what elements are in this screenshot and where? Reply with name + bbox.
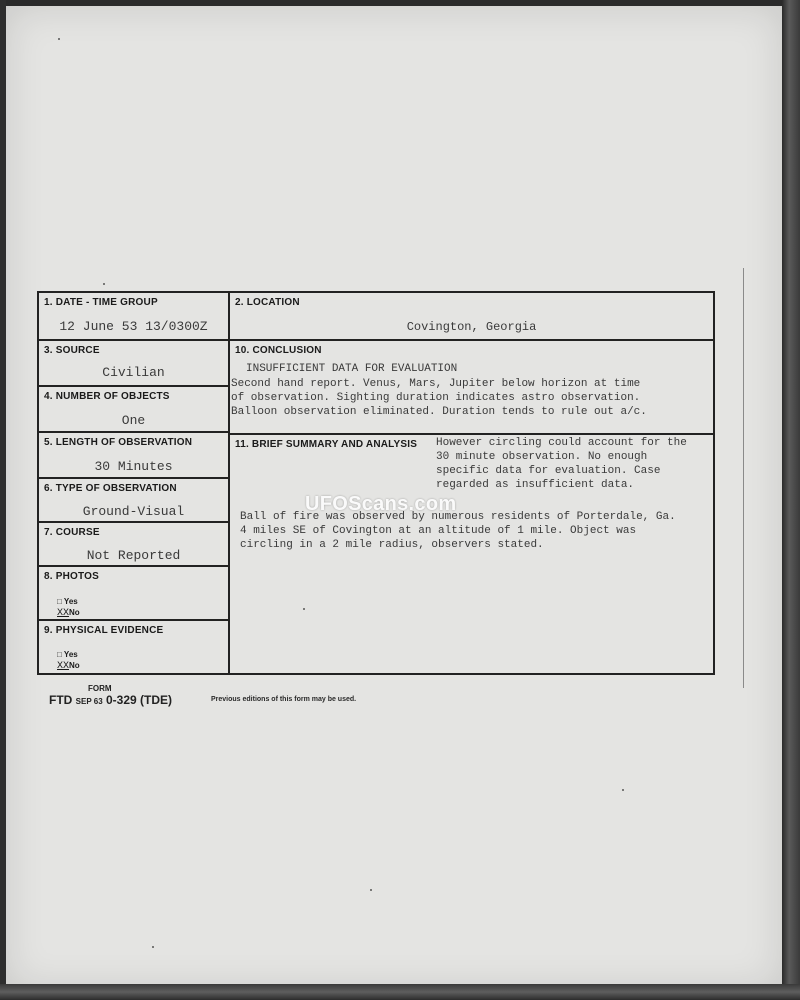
date-time-group-box [39, 293, 228, 341]
length-of-observation-box [39, 433, 228, 479]
source-box [39, 341, 228, 387]
scan-speck [370, 889, 372, 891]
photos-no-option [57, 607, 80, 619]
photos-no-label: No [69, 608, 80, 617]
summary-body-line: circling in a 2 mile radius, observers stated. [240, 539, 544, 551]
number-of-objects-label: 4. NUMBER OF OBJECTS [44, 391, 170, 402]
conclusion-line: of observation. Sighting duration indicates astro observation. [231, 392, 641, 404]
photos-label: 8. PHOTOS [44, 571, 99, 582]
physical-evidence-yes-option [57, 649, 78, 660]
summary-label: 11. BRIEF SUMMARY AND ANALYSIS [235, 439, 418, 450]
conclusion-line: INSUFFICIENT DATA FOR EVALUATION [246, 363, 458, 375]
conclusion-box [230, 341, 713, 435]
footer-ftd: FTD [49, 693, 73, 707]
course-box [39, 523, 228, 567]
physical-evidence-label: 9. PHYSICAL EVIDENCE [44, 625, 164, 636]
analysis-line: 30 minute observation. No enough [436, 451, 648, 463]
conclusion-label: 10. CONCLUSION [235, 345, 322, 356]
project-record-card [37, 291, 715, 675]
page-edge-line [743, 268, 744, 688]
analysis-line: regarded as insufficient data. [436, 479, 635, 491]
physical-evidence-no-option [57, 660, 80, 672]
footer-form-number: 0-329 (TDE) [106, 693, 173, 707]
physical-evidence-no-label: No [69, 661, 80, 670]
location-box [230, 293, 713, 341]
summary-body-line: Ball of fire was observed by numerous residents of Porterdale, Ga. [240, 511, 676, 523]
right-column [230, 293, 713, 673]
scan-border-right [782, 0, 800, 1000]
source-label: 3. SOURCE [44, 345, 100, 356]
footer-form-label: FORM [88, 684, 112, 693]
left-column [39, 293, 230, 673]
watermark: UFOScans.com [305, 493, 457, 515]
number-of-objects-box [39, 387, 228, 433]
length-of-observation-value: 30 Minutes [94, 459, 173, 474]
scan-speck [103, 283, 105, 285]
date-time-group-value: 12 June 53 13/0300Z [59, 319, 208, 334]
checkbox-empty-icon: □ [57, 650, 62, 659]
footer-note: Previous editions of this form may be used. [211, 696, 357, 703]
source-value: Civilian [102, 365, 165, 380]
location-value: Covington, Georgia [406, 320, 537, 334]
analysis-line: However circling could account for the [436, 437, 687, 449]
photos-no-mark: XX [57, 608, 70, 619]
number-of-objects-value: One [121, 413, 146, 428]
analysis-line: specific data for evaluation. Case [436, 465, 661, 477]
physical-evidence-no-mark: XX [57, 661, 70, 672]
scan-speck [622, 789, 624, 791]
summary-box [230, 435, 713, 673]
course-label: 7. COURSE [44, 527, 100, 538]
physical-evidence-yes-label: Yes [63, 650, 78, 659]
scan-speck [58, 38, 60, 40]
course-value: Not Reported [86, 548, 181, 563]
photos-yes-label: Yes [63, 597, 78, 606]
photos-box [39, 567, 228, 621]
conclusion-line: Second hand report. Venus, Mars, Jupiter below horizon at time [231, 378, 641, 390]
conclusion-line: Balloon observation eliminated. Duration tends to rule out a/c. [231, 406, 647, 418]
date-time-group-label: 1. DATE - TIME GROUP [44, 297, 158, 308]
photos-yes-option [57, 596, 78, 607]
location-label: 2. LOCATION [235, 297, 300, 308]
physical-evidence-box [39, 621, 228, 673]
scan-border-bottom [0, 984, 800, 1000]
footer-form-id [49, 693, 172, 707]
type-of-observation-box [39, 479, 228, 523]
type-of-observation-label: 6. TYPE OF OBSERVATION [44, 483, 177, 494]
checkbox-empty-icon: □ [57, 597, 62, 606]
length-of-observation-label: 5. LENGTH OF OBSERVATION [44, 437, 193, 448]
scan-speck [152, 946, 154, 948]
type-of-observation-value: Ground-Visual [82, 504, 185, 519]
footer-date-code: SEP 63 [75, 697, 103, 706]
summary-body-line: 4 miles SE of Covington at an altitude of 1 mile. Object was [240, 525, 637, 537]
